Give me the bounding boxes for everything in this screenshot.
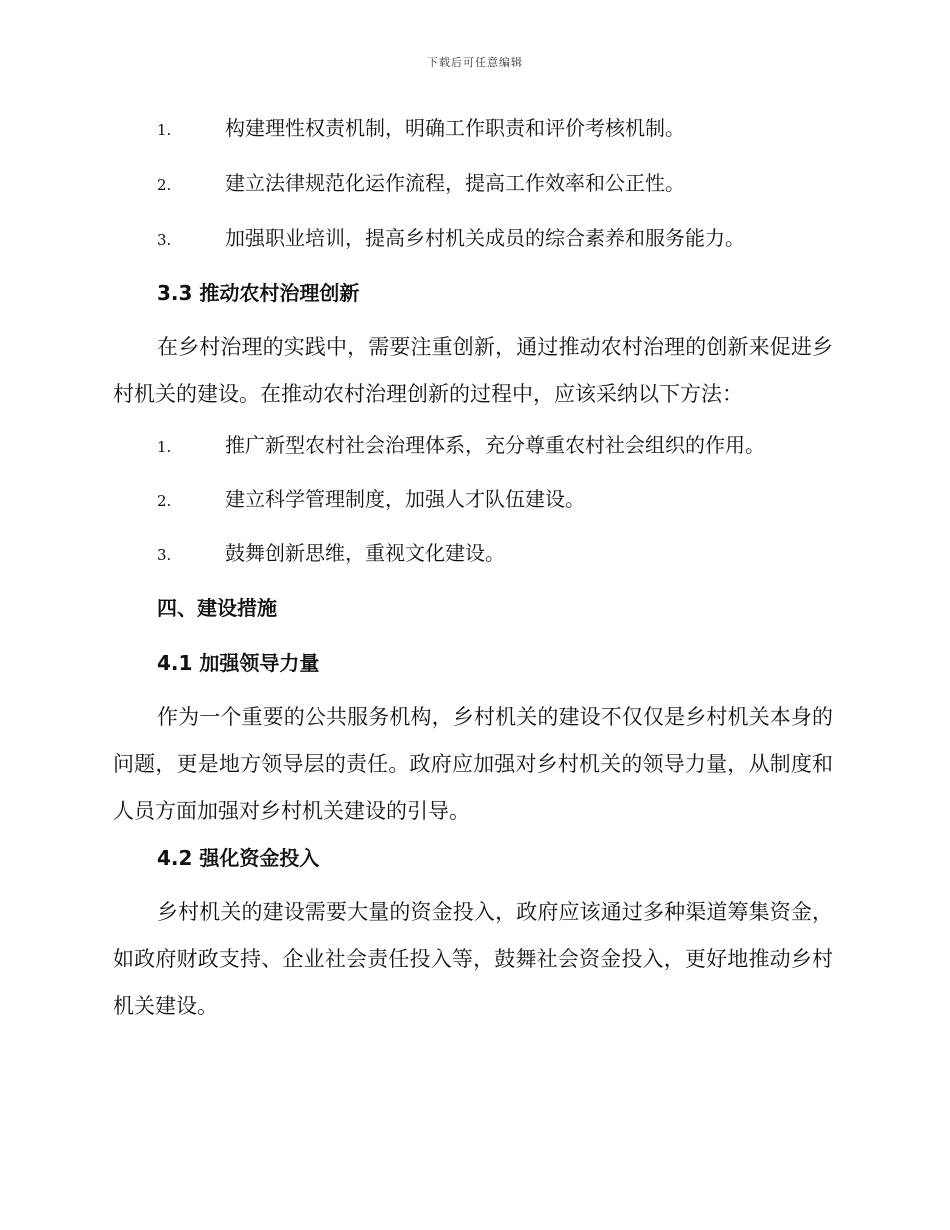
list-item (157, 114, 685, 144)
list-item (157, 169, 685, 199)
list-text: 推广新型农村社会治理体系，充分尊重农村社会组织的作用。 (225, 433, 765, 457)
paragraph-4-1: 作为一个重要的公共服务机构，乡村机关的建设不仅仅是乡村机关本身的问题，更是地方领导层的责任。政府应加强对乡村机关的领导力量，从制度和人员方面加强对乡村机关建设的引导。 (113, 705, 833, 823)
page-header: 下载后可任意编辑 (427, 56, 523, 69)
section-heading-4-2: 4.2 强化资金投入 (157, 846, 320, 870)
list-text: 建立科学管理制度，加强人才队伍建设。 (225, 487, 585, 511)
paragraph-4-2: 乡村机关的建设需要大量的资金投入，政府应该通过多种渠道筹集资金，如政府财政支持、企业社会责任投入等，鼓舞社会资金投入，更好地推动乡村机关建设。 (113, 900, 833, 1018)
list-item (157, 539, 505, 569)
list-number: 1. (157, 121, 172, 139)
list-item (157, 224, 745, 254)
list-number: 2. (157, 492, 172, 510)
list-item (157, 485, 585, 515)
list-text: 鼓舞创新思维，重视文化建设。 (225, 541, 505, 565)
list-text: 构建理性权责机制，明确工作职责和评价考核机制。 (225, 116, 685, 140)
section-heading-3-3: 3.3 推动农村治理创新 (157, 281, 360, 305)
paragraph-3-3: 在乡村治理的实践中，需要注重创新，通过推动农村治理的创新来促进乡村机关的建设。在推动农村治理创新的过程中，应该采纳以下方法： (113, 335, 833, 406)
list-text: 加强职业培训，提高乡村机关成员的综合素养和服务能力。 (225, 226, 745, 250)
list-text: 建立法律规范化运作流程，提高工作效率和公正性。 (225, 171, 685, 195)
section-heading-4: 四、建设措施 (157, 596, 277, 620)
list-number: 3. (157, 546, 172, 564)
list-number: 3. (157, 231, 172, 249)
list-number: 1. (157, 438, 172, 456)
list-number: 2. (157, 176, 172, 194)
section-heading-4-1: 4.1 加强领导力量 (157, 651, 320, 675)
list-item (157, 431, 765, 461)
